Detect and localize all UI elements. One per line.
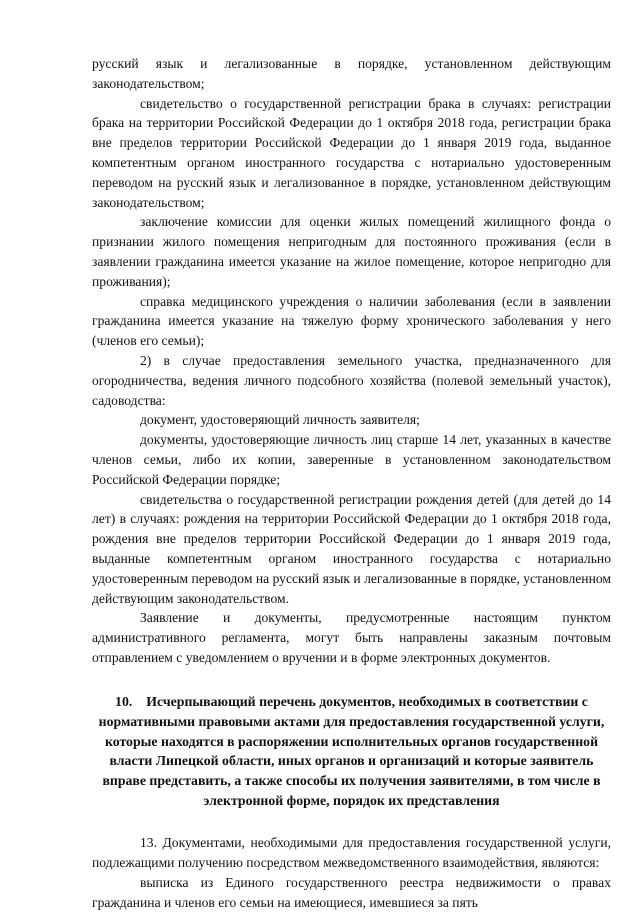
paragraph-marriage-certificate: свидетельство о государственной регистрации брака в случаях: регистрации брака на территории Российской Федерации до 1 октября 2018 года, регистрации брака вне пределов территории Российской Федерации до 1 января 2019 года, выданное компетентным органом иностранного государства с нотариально удостоверенным переводом на русский язык и легализованное в порядке, установленном действующим законодательством; (92, 95, 611, 210)
paragraph-family-ids: документы, удостоверяющие личность лиц старше 14 лет, указанных в качестве членов семьи, либо их копии, заверенные в установленном законодательством Российской Федерации порядке; (92, 432, 611, 487)
section-title: Исчерпывающий перечень документов, необходимых в соответствии с нормативными правовыми актами для предоставления государственной услуги, которые находятся в распоряжении исполнительных органов государственной власти Липецкой области, иных органов и организаций и которые заявитель вправе представить, а также способы их получения заявителями, в том числе в электронной форме, порядок их представления (98, 693, 605, 809)
section-spacer (92, 811, 611, 833)
section-heading (92, 692, 611, 811)
section-number: 10. (115, 693, 133, 709)
document-body (92, 54, 611, 912)
paragraph-birth-certificates: свидетельства о государственной регистрации рождения детей (для детей до 14 лет) в случаях: рождения на территории Российской Федерации до 1 октября 2018 года, рождения вне пределов территории Российской Федерации до 1 января 2019 года, выданные компетентным органом иностранного государства с нотариально удостоверенным переводом на русский язык и легализованные в порядке, установленном действующим законодательством. (92, 491, 611, 606)
paragraph-housing-commission: заключение комиссии для оценки жилых помещений жилищного фонда о признании жилого помещения непригодным для постоянного проживания (если в заявлении гражданина имеется указание на жилое помещение, которое непригодно для проживания); (92, 214, 611, 289)
paragraph-medical-certificate: справка медицинского учреждения о наличии заболевания (если в заявлении гражданина имеется указание на тяжелую форму хронического заболевания у него (членов его семьи); (92, 293, 611, 349)
paragraph-applicant-id: документ, удостоверяющий личность заявителя; (140, 412, 420, 428)
paragraph-registry-extract: выписка из Единого государственного реестра недвижимости о правах гражданина и членов его семьи на имеющиеся, имевшиеся за пять (92, 874, 611, 910)
paragraph-item-2-land-plot: 2) в случае предоставления земельного участка, предназначенного для огородничества, ведения личного подсобного хозяйства (полевой земельный участок), садоводства: (92, 352, 611, 408)
paragraph-submission-methods: Заявление и документы, предусмотренные настоящим пунктом административного регламента, могут быть направлены заказным почтовым отправлением с уведомлением о вручении и в форме электронных документов. (92, 610, 611, 665)
paragraph-13-interagency-documents: 13. Документами, необходимыми для предоставления государственной услуги, подлежащими получению посредством межведомственного взаимодействия, являются: (92, 835, 611, 870)
paragraph-legalized-translation: русский язык и легализованные в порядке, установленном действующим законодательством; (92, 56, 611, 91)
